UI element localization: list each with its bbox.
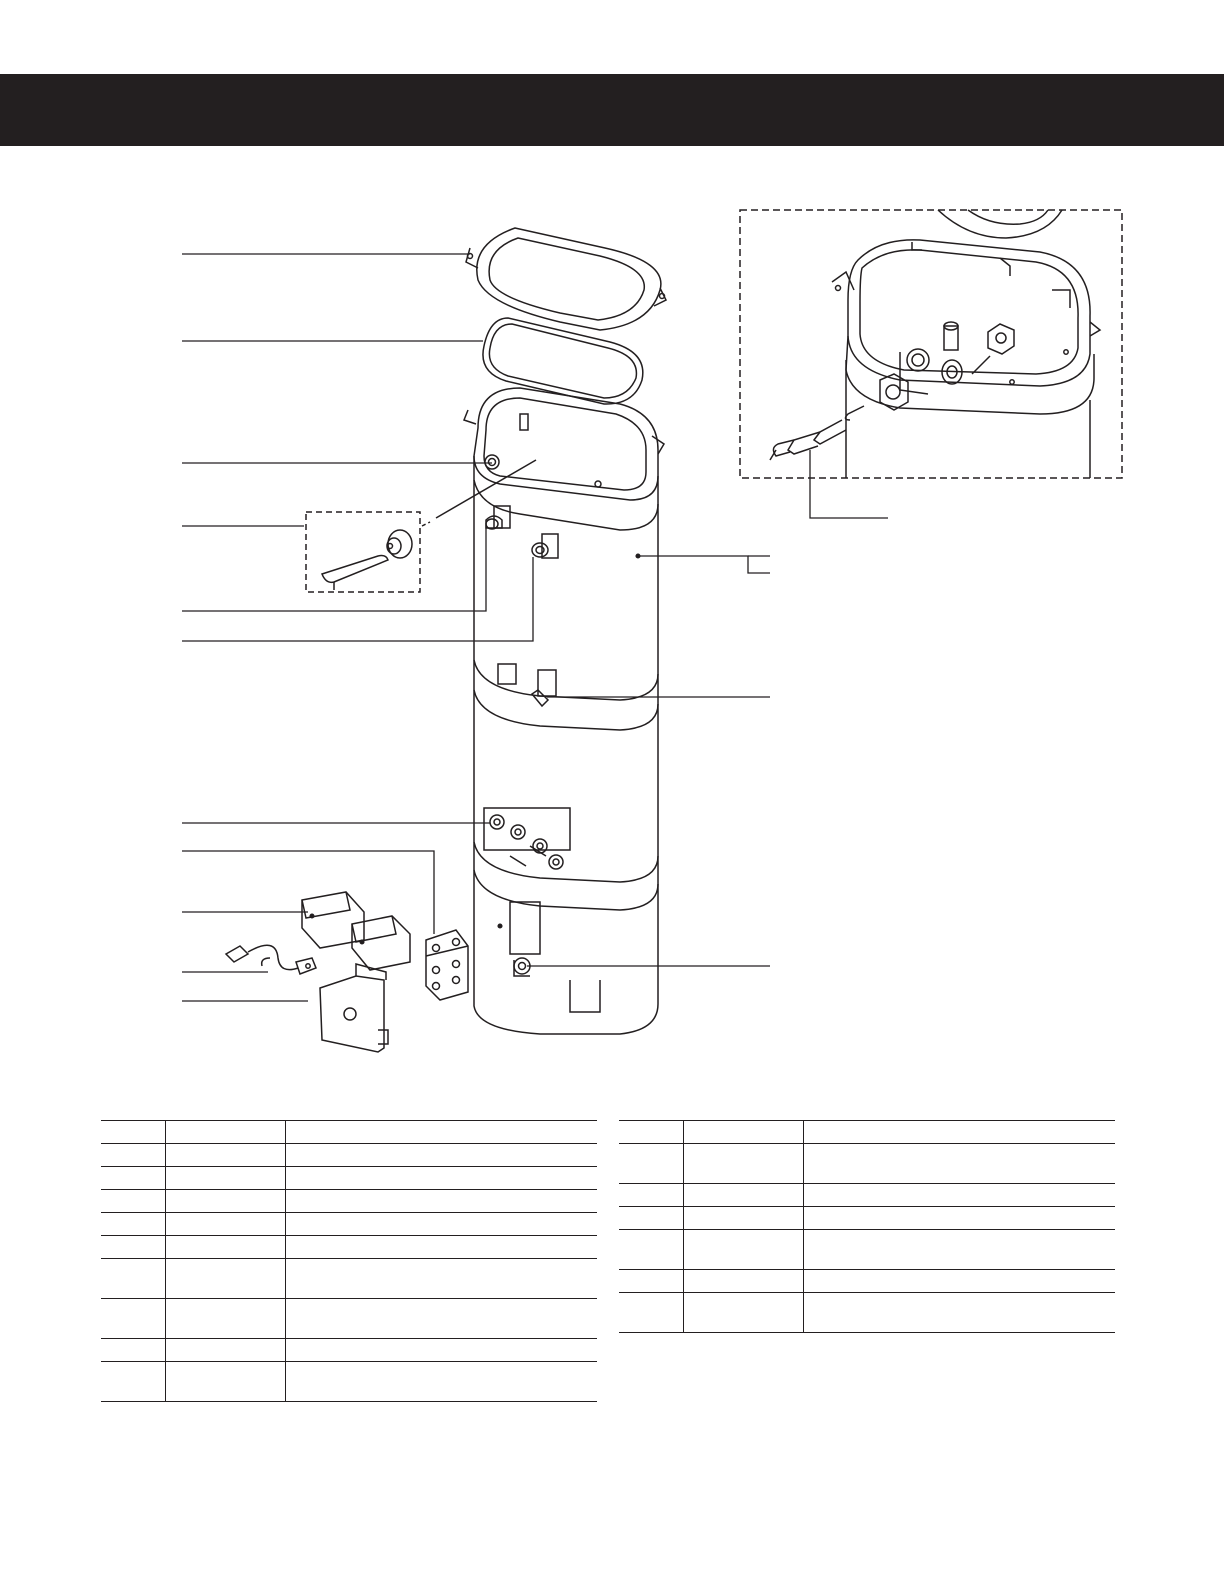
cell-part-no [683, 1293, 803, 1333]
cell-ref [619, 1230, 683, 1270]
cell-ref [101, 1213, 165, 1236]
cell-ref [101, 1236, 165, 1259]
cell-part-no [683, 1144, 803, 1184]
cell-ref [619, 1121, 683, 1144]
cell-part-no [165, 1299, 285, 1339]
cell-part-no [683, 1230, 803, 1270]
cell-description [285, 1144, 597, 1167]
table-row [101, 1236, 597, 1259]
table-row [101, 1213, 597, 1236]
cell-description [803, 1270, 1115, 1293]
cell-ref [101, 1121, 165, 1144]
table-row [619, 1270, 1115, 1293]
cell-ref [101, 1362, 165, 1402]
cell-description [803, 1144, 1115, 1184]
cell-description [803, 1293, 1115, 1333]
callout-leader-lines [182, 254, 888, 1001]
cell-ref [619, 1207, 683, 1230]
cell-part-no [165, 1213, 285, 1236]
cell-description [285, 1190, 597, 1213]
cell-part-no [683, 1207, 803, 1230]
cell-part-no [683, 1270, 803, 1293]
cell-part-no [683, 1121, 803, 1144]
tank-body [474, 480, 658, 1034]
leader-line-inlet-fitting [182, 525, 486, 611]
table-row [619, 1184, 1115, 1207]
cell-ref [619, 1144, 683, 1184]
cell-part-no [165, 1167, 285, 1190]
cell-part-no [165, 1259, 285, 1299]
inset-detail [740, 210, 1122, 478]
cell-part-no [165, 1144, 285, 1167]
parts-table-right [619, 1120, 1115, 1333]
cell-description [803, 1230, 1115, 1270]
cell-description [285, 1362, 597, 1402]
cell-ref [619, 1293, 683, 1333]
cell-description [803, 1207, 1115, 1230]
cell-ref [101, 1339, 165, 1362]
table-row [619, 1293, 1115, 1333]
cell-part-no [165, 1362, 285, 1402]
table-row [619, 1207, 1115, 1230]
cell-description [285, 1236, 597, 1259]
sensor-wire [226, 945, 316, 974]
cell-description [285, 1339, 597, 1362]
table-row [101, 1362, 597, 1402]
cell-part-no [165, 1190, 285, 1213]
cell-ref [101, 1144, 165, 1167]
cell-ref [101, 1259, 165, 1299]
leader-line-terminal-block [182, 851, 434, 934]
cell-ref [101, 1299, 165, 1339]
table-row [101, 1190, 597, 1213]
cell-description [285, 1167, 597, 1190]
leader-line-outlet-fitting [182, 557, 533, 641]
gasket-plate [466, 228, 666, 330]
bracket-plate [320, 964, 388, 1052]
table-row [619, 1144, 1115, 1184]
cell-description [285, 1213, 597, 1236]
element-cover-pair [302, 892, 410, 970]
leader-line-inset-sensor [810, 450, 888, 518]
parts-table-left [101, 1120, 597, 1402]
cell-part-no [165, 1339, 285, 1362]
cell-description [285, 1299, 597, 1339]
table-row [619, 1230, 1115, 1270]
seal-ring [483, 318, 643, 404]
cell-description [285, 1259, 597, 1299]
cell-part-no [165, 1121, 285, 1144]
table-row [101, 1144, 597, 1167]
table-row [101, 1121, 597, 1144]
table-row [619, 1121, 1115, 1144]
table-row [101, 1299, 597, 1339]
cell-ref [101, 1167, 165, 1190]
table-row [101, 1339, 597, 1362]
cell-ref [619, 1270, 683, 1293]
cell-part-no [165, 1236, 285, 1259]
table-row [101, 1259, 597, 1299]
terminal-block [426, 930, 468, 1000]
cell-ref [619, 1184, 683, 1207]
cell-description [803, 1184, 1115, 1207]
cell-part-no [683, 1184, 803, 1207]
table-row [101, 1167, 597, 1190]
cell-ref [101, 1190, 165, 1213]
cell-description [285, 1121, 597, 1144]
cell-description [803, 1121, 1115, 1144]
